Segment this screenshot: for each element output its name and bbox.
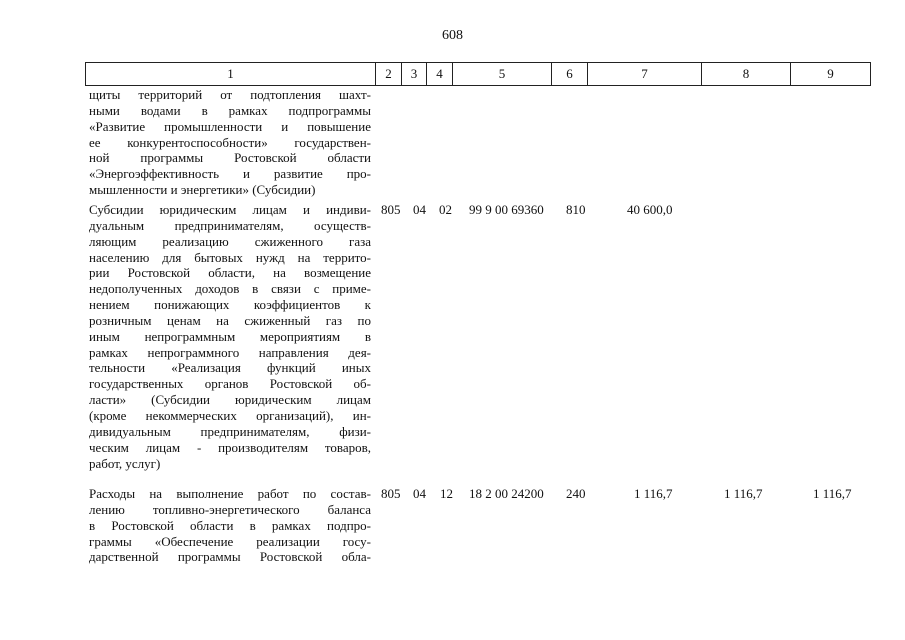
column-header-9: 9 — [791, 63, 871, 86]
column-header-5: 5 — [453, 63, 552, 86]
text-line: ческим лицам - производителям товаров, — [89, 439, 371, 455]
text-line: недополученных доходов в связи с приме- — [89, 281, 371, 297]
text-line: государственных органов Ростовской об- — [89, 376, 371, 392]
text-line: ее конкурентоспособности» государствен- — [89, 134, 371, 150]
page-number: 608 — [442, 28, 463, 43]
text-line: дарственной программы Ростовской обла- — [89, 549, 371, 565]
row-description — [89, 486, 371, 565]
cell-expense-type: 810 — [566, 202, 586, 217]
text-line: ной программы Ростовской области — [89, 150, 371, 166]
text-line: граммы «Обеспечение реализации госу- — [89, 533, 371, 549]
column-header-4: 4 — [427, 63, 453, 86]
column-header-row — [85, 62, 871, 86]
cell-target-article: 18 2 00 24200 — [469, 486, 544, 501]
text-line: ными водами в рамках подпрограммы — [89, 102, 371, 118]
cell-amount-year3: 1 116,7 — [813, 486, 852, 501]
column-header-7: 7 — [588, 63, 702, 86]
cell-subsection: 02 — [439, 202, 452, 217]
cell-amount-year1: 1 116,7 — [634, 486, 673, 501]
text-line: населению для бытовых нужд на террито- — [89, 249, 371, 265]
column-header-1: 1 — [86, 63, 376, 86]
text-line: Расходы на выполнение работ по состав- — [89, 486, 371, 501]
text-line: ляющим реализацию сжиженного газа — [89, 233, 371, 249]
text-line: рии Ростовской области, на возмещение — [89, 265, 371, 281]
cell-target-article: 99 9 00 69360 — [469, 202, 544, 217]
text-line: мышленности и энергетики» (Субсидии) — [89, 182, 316, 198]
text-line: лению топливно-энергетического баланса — [89, 501, 371, 517]
cell-section: 04 — [413, 486, 426, 501]
text-line: нением понижающих коэффициентов к — [89, 297, 371, 313]
cell-amount-year2: 1 116,7 — [724, 486, 763, 501]
text-line: работ, услуг) — [89, 455, 161, 471]
column-header-3: 3 — [402, 63, 427, 86]
row-description — [89, 202, 371, 471]
cell-amount-year1: 40 600,0 — [627, 202, 673, 217]
text-line: Субсидии юридическим лицам и индиви- — [89, 202, 371, 217]
text-line: розничным ценам на сжиженный газ по — [89, 312, 371, 328]
column-header-8: 8 — [702, 63, 791, 86]
text-line: щиты территорий от подтопления шахт- — [89, 87, 371, 102]
column-header-6: 6 — [552, 63, 588, 86]
cell-ministry-code: 805 — [381, 486, 401, 501]
column-header-2: 2 — [376, 63, 402, 86]
text-line: рамках непрограммного направления дея- — [89, 344, 371, 360]
cell-ministry-code: 805 — [381, 202, 401, 217]
text-line: в Ростовской области в рамках подпро- — [89, 517, 371, 533]
text-line: «Энергоэффективность и развитие про- — [89, 166, 371, 182]
cell-subsection: 12 — [440, 486, 453, 501]
text-line: «Развитие промышленности и повышение — [89, 118, 371, 134]
cell-expense-type: 240 — [566, 486, 586, 501]
text-line: ласти» (Субсидии юридическим лицам — [89, 392, 371, 408]
text-line: иным непрограммным мероприятиям в — [89, 328, 371, 344]
cell-section: 04 — [413, 202, 426, 217]
text-line: тельности «Реализация функций иных — [89, 360, 371, 376]
row-description — [89, 87, 371, 198]
text-line: (кроме некоммерческих организаций), ин- — [89, 407, 371, 423]
text-line: дуальным предпринимателям, осуществ- — [89, 217, 371, 233]
text-line: дивидуальным предпринимателям, физи- — [89, 423, 371, 439]
